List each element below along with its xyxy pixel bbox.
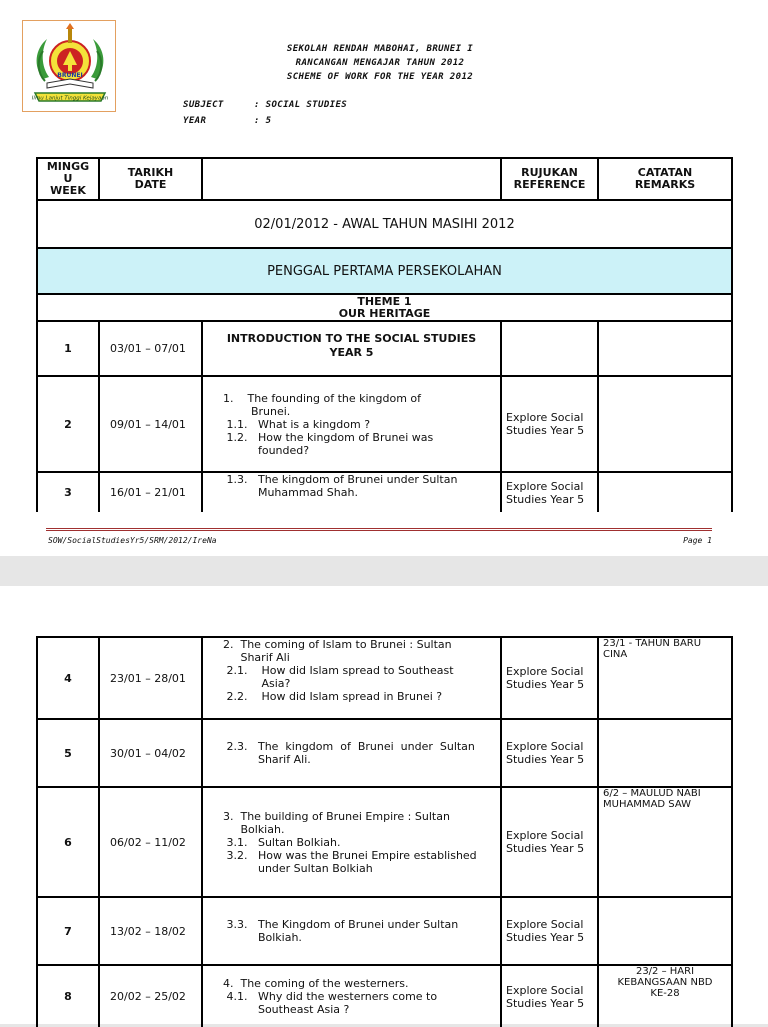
- week-cell: 6: [37, 787, 99, 897]
- date-cell: 09/01 – 14/01: [99, 376, 202, 472]
- banner-row-new-year: [37, 200, 732, 248]
- reference-cell: Explore Social Studies Year 5: [501, 376, 598, 472]
- footer-rule-double: [46, 530, 712, 531]
- footer-rule: [46, 528, 712, 529]
- remarks-cell: 23/2 – HARI KEBANGSAAN NBD KE-28: [598, 965, 732, 1027]
- table-row: [37, 637, 732, 719]
- reference-cell: [501, 321, 598, 376]
- page-2: [0, 586, 768, 1024]
- date-cell: 16/01 – 21/01: [99, 472, 202, 512]
- scheme-table-page-1-main: [36, 157, 733, 512]
- remarks-header-cell: CATATAN REMARKS: [598, 158, 732, 200]
- week-cell: 5: [37, 719, 99, 787]
- table-row: [37, 321, 732, 376]
- theme-heading: THEME 1 OUR HERITAGE: [37, 294, 732, 321]
- doc-title-malay: RANCANGAN MENGAJAR TAHUN 2012: [295, 58, 465, 68]
- remarks-cell: 6/2 – MAULUD NABI MUHAMMAD SAW: [598, 787, 732, 897]
- reference-cell: Explore Social Studies Year 5: [501, 787, 598, 897]
- topic-cell: INTRODUCTION TO THE SOCIAL STUDIES YEAR 5: [202, 321, 501, 376]
- remarks-cell: 23/1 - TAHUN BARU CINA: [598, 637, 732, 719]
- school-logo: [22, 20, 116, 112]
- week-cell: 7: [37, 897, 99, 965]
- week-header-cell: MINGG U WEEK: [37, 158, 99, 200]
- footer-doc-code: SOW/SocialStudiesYr5/SRM/2012/IreNa: [48, 536, 217, 545]
- week-cell: 3: [37, 472, 99, 512]
- year-value: : 5: [254, 116, 272, 126]
- reference-cell: Explore Social Studies Year 5: [501, 472, 598, 512]
- date-cell: 13/02 – 18/02: [99, 897, 202, 965]
- topic-cell: 4. The coming of the westerners. 4.1. Why did the westerners come to Southeast Asia ?: [202, 965, 501, 1027]
- remarks-cell: [598, 376, 732, 472]
- banner-first-term: PENGGAL PERTAMA PERSEKOLAHAN: [37, 248, 732, 294]
- table-row: [37, 376, 732, 472]
- scheme-table-page-2: [36, 636, 733, 1027]
- table-row: [37, 965, 732, 1027]
- topic-cell: 1. The founding of the kingdom of Brunei. 1.1. What is a kingdom ? 1.2. How the kingdom of Brunei was founded?: [202, 376, 501, 472]
- school-name: SEKOLAH RENDAH MABOHAI, BRUNEI I: [286, 44, 474, 54]
- date-cell: 03/01 – 07/01: [99, 321, 202, 376]
- date-cell: 20/02 – 25/02: [99, 965, 202, 1027]
- header-row: [37, 158, 732, 200]
- svg-text:BRUNEI: BRUNEI: [57, 72, 83, 79]
- topic-cell: 3. The building of Brunei Empire : Sultan Bolkiah. 3.1. Sultan Bolkiah. 3.2. How was the Brunei Empire established under Sultan Bolkiah: [202, 787, 501, 897]
- year-label: YEAR: [183, 116, 207, 126]
- week-cell: 4: [37, 637, 99, 719]
- table-row: [37, 787, 732, 897]
- footer-page-number: Page 1: [683, 536, 712, 545]
- remarks-cell: [598, 719, 732, 787]
- doc-title-english: SCHEME OF WORK FOR THE YEAR 2012: [286, 72, 474, 82]
- remarks-cell: [598, 472, 732, 512]
- table-row: [37, 719, 732, 787]
- theme-row: [37, 294, 732, 321]
- topic-cell: 1.3. The kingdom of Brunei under Sultan Muhammad Shah.: [202, 472, 501, 512]
- date-cell: 23/01 – 28/01: [99, 637, 202, 719]
- subject-value: : SOCIAL STUDIES: [254, 100, 348, 110]
- topic-header-cell: [202, 158, 501, 200]
- reference-cell: Explore Social Studies Year 5: [501, 897, 598, 965]
- reference-header-cell: RUJUKAN REFERENCE: [501, 158, 598, 200]
- topic-cell: 3.3. The Kingdom of Brunei under Sultan Bolkiah.: [202, 897, 501, 965]
- remarks-cell: [598, 897, 732, 965]
- logo-motto-text: Ilmu Lanjut Tinggi Kejayaan: [31, 95, 109, 102]
- banner-new-year: 02/01/2012 - AWAL TAHUN MASIHI 2012: [37, 200, 732, 248]
- date-cell: 06/02 – 11/02: [99, 787, 202, 897]
- week-cell: 2: [37, 376, 99, 472]
- topic-cell: 2.3. The kingdom of Brunei under Sultan Sharif Ali.: [202, 719, 501, 787]
- reference-cell: Explore Social Studies Year 5: [501, 965, 598, 1027]
- reference-cell: Explore Social Studies Year 5: [501, 637, 598, 719]
- reference-cell: Explore Social Studies Year 5: [501, 719, 598, 787]
- banner-row-term: [37, 248, 732, 294]
- week-cell: 1: [37, 321, 99, 376]
- school-crest-icon: [23, 21, 117, 113]
- subject-label: SUBJECT: [183, 100, 224, 110]
- table-row: [37, 472, 732, 512]
- date-header-cell: TARIKH DATE: [99, 158, 202, 200]
- topic-cell: 2. The coming of Islam to Brunei : Sultan Sharif Ali 2.1. How did Islam spread to Southeast Asia? 2.2. How did Islam spread in Brunei ?: [202, 637, 501, 719]
- table-row: [37, 897, 732, 965]
- week-cell: 8: [37, 965, 99, 1027]
- date-cell: 30/01 – 04/02: [99, 719, 202, 787]
- remarks-cell: [598, 321, 732, 376]
